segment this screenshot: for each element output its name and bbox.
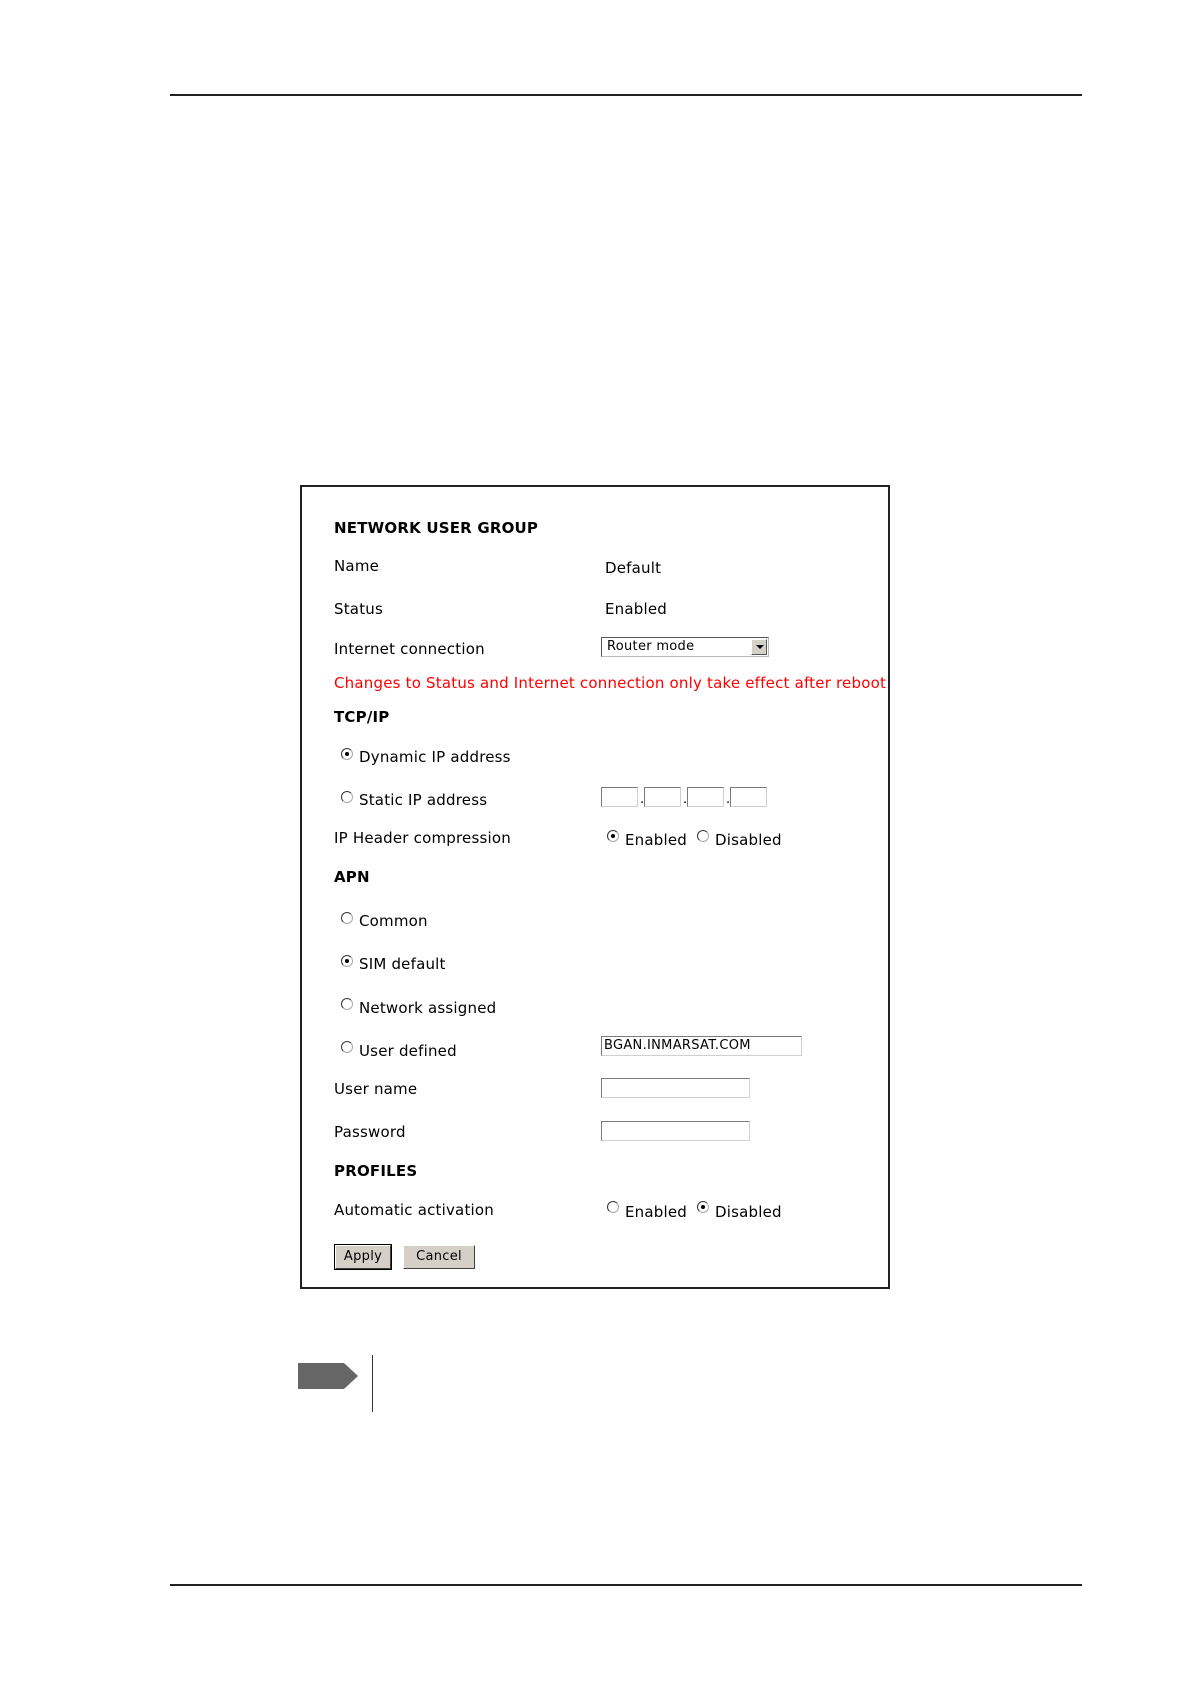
section-heading-network-user-group: NETWORK USER GROUP <box>334 519 539 537</box>
ip-header-enabled-label: Enabled <box>625 831 688 849</box>
static-ip-octet-4[interactable] <box>730 787 767 807</box>
internet-connection-selected: Router mode <box>607 639 695 654</box>
password-label: Password <box>334 1123 406 1141</box>
ip-header-disabled-label: Disabled <box>715 831 782 849</box>
apn-user-defined-radio[interactable] <box>341 1041 353 1053</box>
apn-user-defined-input[interactable]: BGAN.INMARSAT.COM <box>601 1036 802 1056</box>
auto-activation-disabled-radio[interactable] <box>697 1201 709 1213</box>
user-name-label: User name <box>334 1080 418 1098</box>
dynamic-ip-radio[interactable] <box>341 748 353 760</box>
note-divider <box>372 1355 373 1412</box>
static-ip-octet-3[interactable] <box>687 787 724 807</box>
auto-activation-enabled-label: Enabled <box>625 1203 688 1221</box>
apn-sim-default-label: SIM default <box>359 955 446 973</box>
section-heading-tcpip: TCP/IP <box>334 708 390 726</box>
apply-button[interactable]: Apply <box>335 1245 391 1269</box>
password-input[interactable] <box>601 1121 750 1141</box>
static-ip-octet-2[interactable] <box>644 787 681 807</box>
internet-connection-label: Internet connection <box>334 640 485 658</box>
dynamic-ip-label: Dynamic IP address <box>359 748 511 766</box>
section-heading-profiles: PROFILES <box>334 1162 418 1180</box>
footer-rule <box>170 1584 1082 1586</box>
reboot-warning: Changes to Status and Internet connection only take effect after reboot <box>334 674 887 692</box>
header-rule <box>170 94 1082 96</box>
ip-dot: . <box>683 792 688 807</box>
ip-header-enabled-radio[interactable] <box>607 830 619 842</box>
ip-header-disabled-radio[interactable] <box>697 830 709 842</box>
ip-dot: . <box>640 792 645 807</box>
apn-common-label: Common <box>359 912 428 930</box>
automatic-activation-label: Automatic activation <box>334 1201 494 1219</box>
ip-dot: . <box>726 792 731 807</box>
apn-user-defined-label: User defined <box>359 1042 457 1060</box>
name-value: Default <box>605 559 662 577</box>
dropdown-arrow-icon[interactable] <box>751 639 767 655</box>
auto-activation-disabled-label: Disabled <box>715 1203 782 1221</box>
network-user-group-panel <box>300 485 890 1289</box>
static-ip-octet-1[interactable] <box>601 787 638 807</box>
note-arrow-icon <box>298 1363 360 1389</box>
auto-activation-enabled-radio[interactable] <box>607 1201 619 1213</box>
internet-connection-select[interactable] <box>601 637 769 657</box>
apn-sim-default-radio[interactable] <box>341 955 353 967</box>
apn-network-assigned-radio[interactable] <box>341 998 353 1010</box>
user-name-input[interactable] <box>601 1078 750 1098</box>
static-ip-radio[interactable] <box>341 791 353 803</box>
static-ip-label: Static IP address <box>359 791 488 809</box>
section-heading-apn: APN <box>334 868 370 886</box>
apn-network-assigned-label: Network assigned <box>359 999 497 1017</box>
ip-header-compression-label: IP Header compression <box>334 829 511 847</box>
apn-common-radio[interactable] <box>341 912 353 924</box>
cancel-button[interactable]: Cancel <box>403 1245 475 1269</box>
status-value: Enabled <box>605 600 668 618</box>
status-label: Status <box>334 600 383 618</box>
name-label: Name <box>334 557 380 575</box>
